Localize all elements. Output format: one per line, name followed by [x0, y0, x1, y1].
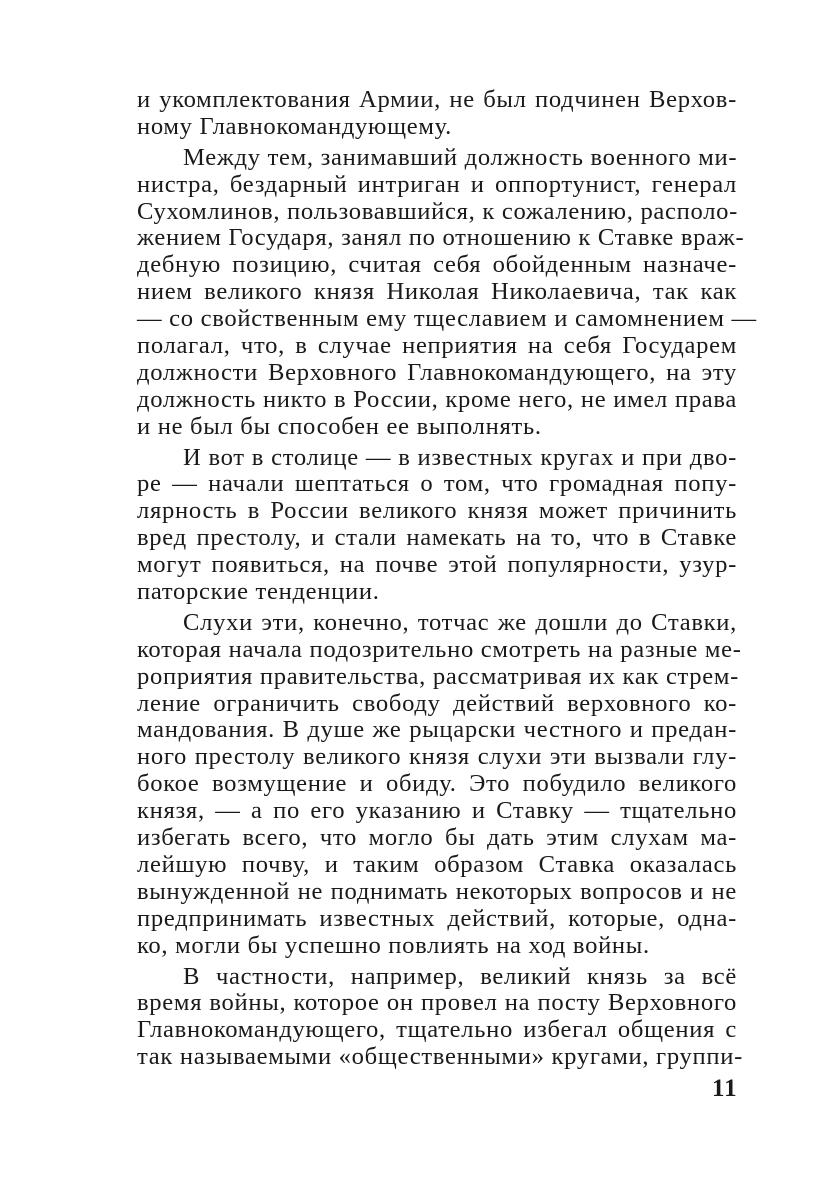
text-line: и укомплектования Армии, не был подчинен Верхов-: [137, 86, 737, 113]
paragraph: [137, 441, 737, 606]
text-line: ление ограничить свободу действий верховного ко-: [137, 689, 737, 717]
text-line: князя, — а по его указанию и Ставку — тщательно: [137, 797, 737, 825]
text-line: Сухомлинов, пользовавшийся, к сожалению, располо-: [137, 197, 739, 225]
text-line: паторские тенденции.: [137, 578, 380, 606]
text-line: вынужденной не поднимать некоторых вопросов и не: [137, 877, 737, 905]
text-line: бокое возмущение и обиду. Это побудило великого: [137, 770, 737, 798]
text-line: ко, могли бы успешно повлиять на ход войны.: [137, 931, 650, 959]
text-line: предпринимать известных действий, которые, одна-: [137, 904, 737, 932]
text-line: которая начала подозрительно смотреть на разные ме-: [137, 635, 742, 663]
text-line: лярность в России великого князя может причинить: [137, 497, 737, 525]
text-line: так называемыми «общественными» кругами, группи-: [137, 1043, 743, 1071]
text-line: могут появиться, на почве этой популярности, узур-: [137, 551, 737, 579]
text-line: роприятия правительства, рассматривая их как стрем-: [137, 662, 740, 690]
text-line: избегать всего, что могло бы дать этим слухам ма-: [137, 824, 737, 852]
text-line: время войны, которое он провел на посту Верховного: [137, 989, 737, 1017]
text-line: И вот в столице — в известных кругах и при дво-: [183, 443, 737, 471]
paragraph: [137, 606, 742, 960]
text-line: Между тем, занимавший должность военного ми-: [183, 143, 738, 171]
text-line: вред престолу, и стали намекать на то, что в Ставке: [137, 524, 737, 552]
page-number: 11: [712, 1075, 738, 1102]
text-line: жением Государя, занял по отношению к Ставке враж-: [137, 224, 745, 252]
paragraph: [137, 87, 737, 141]
text-line: должности Верховного Главнокомандующего, на эту: [137, 358, 737, 386]
text-line: лейшую почву, и таким образом Ставка оказалась: [137, 850, 737, 878]
text-line: и не был бы способен ее выполнять.: [137, 412, 542, 440]
text-line: ному Главнокомандующему.: [137, 112, 453, 140]
text-line: нием великого князя Николая Николаевича, так как: [137, 278, 737, 306]
text-line: В частности, например, великий князь за всё: [183, 962, 737, 990]
body-text: [137, 86, 757, 1071]
text-line: нистра, бездарный интриган и оппортунист, генерал: [137, 170, 737, 198]
paragraph: [137, 960, 743, 1072]
paragraph: [137, 141, 757, 441]
text-line: Главнокомандующего, тщательно избегал общения с: [137, 1016, 737, 1044]
text-line: мандования. В душе же рыцарски честного и предан-: [137, 716, 737, 744]
text-line: дебную позицию, считая себя обойденным назначе-: [137, 251, 737, 279]
text-line: полагал, что, в случае неприятия на себя Государем: [137, 332, 737, 360]
text-line: ного престолу великого князя слухи эти вызвали глу-: [137, 743, 737, 771]
text-line: должность никто в России, кроме него, не имел права: [137, 385, 737, 413]
text-line: ре — начали шептаться о том, что громадная попу-: [137, 470, 737, 498]
text-line: Слухи эти, конечно, тотчас же дошли до Ставки,: [183, 608, 737, 636]
text-line: — со свойственным ему тщеславием и самомнением —: [137, 305, 757, 333]
